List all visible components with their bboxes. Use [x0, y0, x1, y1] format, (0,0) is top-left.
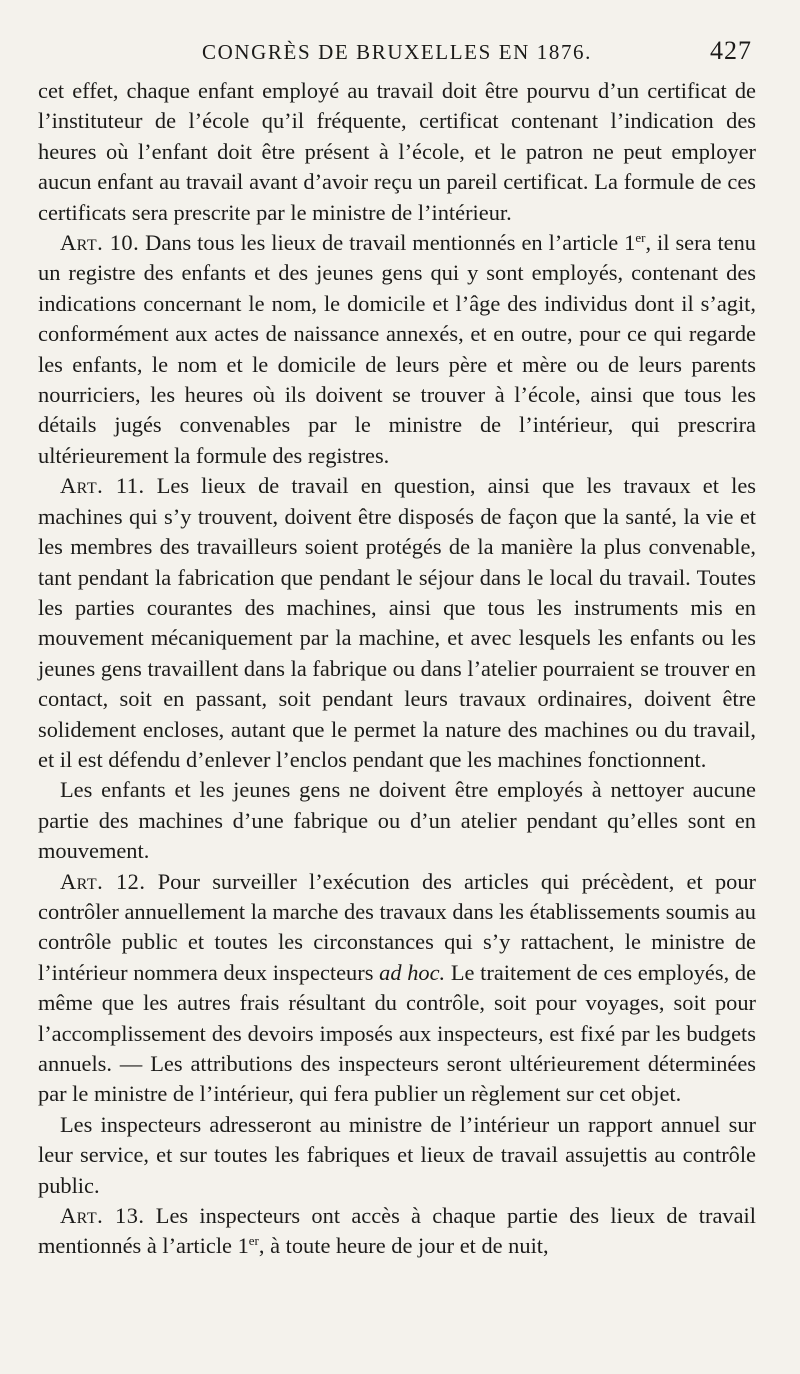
article-label: Art. 10.: [60, 230, 140, 256]
article-text: Dans tous les lieux de travail mentionnés en l’article 1: [139, 230, 636, 256]
article-text: Le traitement de ces employés, de même que les autres frais résultant du contrôle, soit pour voyages, soit pour l’accomplissement des devoirs imposés aux inspecteurs, est fixé par les budgets annuels. — Les attributions des inspecteurs seront ultérieurement déterminées par le ministre de l’intérieur, qui fera publier un règlement sur cet objet.: [38, 959, 757, 1107]
article-12: [38, 867, 756, 1110]
paragraph-text: Les enfants et les jeunes gens ne doivent être employés à nettoyer aucune partie des machines d’une fabrique ou d’un atelier pendant qu’elles sont en mouvement.: [38, 777, 756, 864]
article-text: , à toute heure de jour et de nuit,: [258, 1233, 549, 1259]
article-label: Art. 11.: [60, 473, 145, 499]
article-text: , il sera tenu un registre des enfants et des jeunes gens qui y sont employés, contenant des indications concernant le nom, le domicile et l’âge des individus dont il s’agit, conformément aux actes de naissance annexés, et en outre, pour ce qui regarde les enfants, le nom et le domicile de leurs père et mère ou de leurs parents nourriciers, les heures où ils doivent se trouver à l’école, ainsi que tous les détails jugés convenables par le ministre de l’intérieur, qui prescrira ultérieurement la formule des registres.: [38, 230, 757, 468]
article-text: Pour surveiller l’exécution des articles qui précèdent, et pour contrôler annuellement la marche des travaux dans les établissements soumis au contrôle public et toutes les circonstances qui s’y rattachent, le ministre de l’intérieur nommera deux inspecteurs: [38, 868, 756, 985]
paragraph-text: cet effet, chaque enfant employé au travail doit être pourvu d’un certificat de l’instituteur de l’école qu’il fréquente, certificat contenant l’indication des heures où l’enfant doit être présent à l’école, et le patron ne peut employer aucun enfant au travail avant d’avoir reçu un pareil certificat. La formule de ces certificats sera prescrite par le ministre de l’intérieur.: [38, 78, 756, 225]
paragraph-machines: [38, 775, 756, 866]
page-header: [38, 30, 756, 76]
paragraph-inspecteurs: [38, 1110, 756, 1201]
article-13: [38, 1201, 756, 1262]
body-text: [38, 76, 756, 1262]
superscript: er: [635, 230, 646, 246]
paragraph-text: Les inspecteurs adresseront au ministre de l’intérieur un rapport annuel sur leur service, et sur toutes les fabriques et lieux de travail assujettis au contrôle public.: [38, 1111, 756, 1198]
superscript: er: [248, 1233, 259, 1249]
article-11: [38, 471, 756, 775]
article-text: Les lieux de travail en question, ainsi que les travaux et les machines qui s’y trouvent, doivent être disposés de façon que la santé, la vie et les membres des travailleurs soient protégés de la manière la plus convenable, tant pendant la fabrication que pendant le séjour dans le local du travail. Toutes les parties courantes des machines, ainsi que tous les instruments mis en mouvement mécaniquement par la machine, et avec lesquels les enfants ou les jeunes gens travaillent dans la fabrique ou dans l’atelier pourraient se trouver en contact, soit en passant, soit pendant leurs travaux ordinaires, doivent être solidement encloses, autant que le permet la nature des machines ou du travail, et il est défendu d’enlever l’enclos pendant que les machines fonctionnent.: [38, 473, 756, 772]
article-10: [38, 228, 756, 471]
article-label: Art. 13.: [60, 1203, 145, 1229]
italic-term: ad hoc.: [379, 959, 446, 985]
paragraph-continuation: [38, 76, 756, 228]
page-number: 427: [710, 36, 752, 65]
article-label: Art. 12.: [60, 868, 146, 894]
running-title: CONGRÈS DE BRUXELLES EN 1876.: [202, 40, 592, 64]
article-text: Les inspecteurs ont accès à chaque partie des lieux de travail mentionnés à l’article 1: [38, 1203, 756, 1259]
